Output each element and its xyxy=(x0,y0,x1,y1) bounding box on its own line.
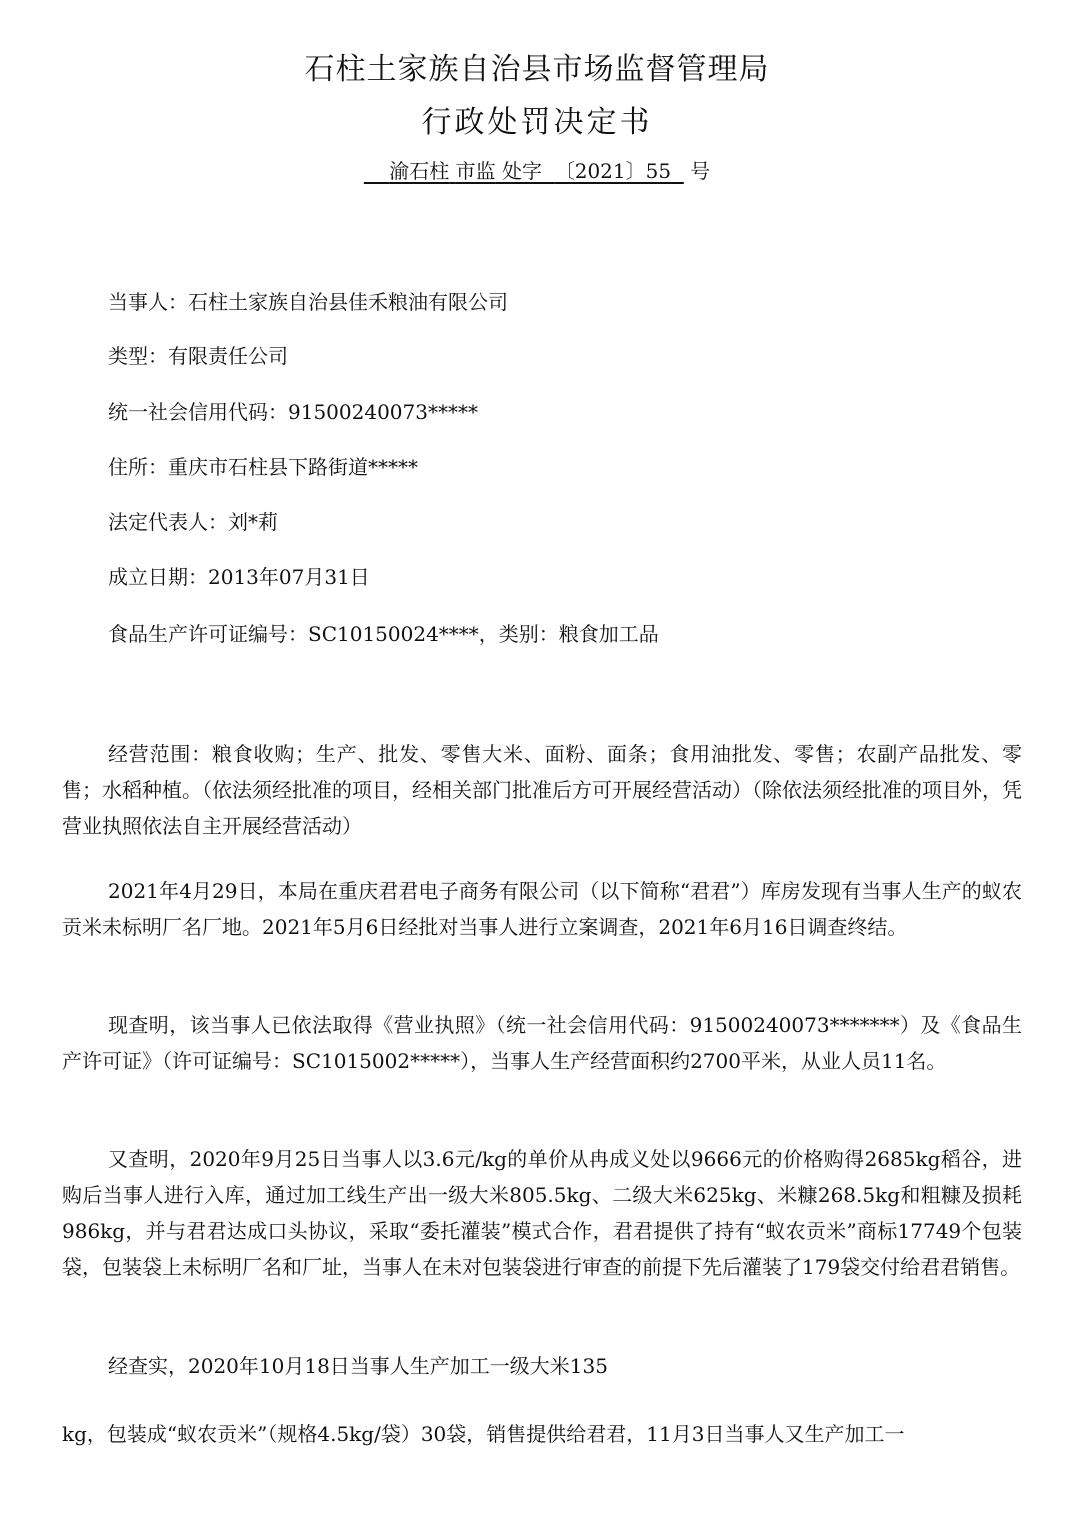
paragraph-case-discovery: 2021年4月29日，本局在重庆君君电子商务有限公司（以下简称“君君”）库房发现有当事人生产的蚁农贡米未标明厂名厂地。2021年5月6日经批对当事人进行立案调查，2021年6月16日调查终结。 xyxy=(62,879,1022,939)
field-address: 住所：重庆市石柱县下路街道***** xyxy=(108,455,418,479)
doc-number-type: 处字 xyxy=(502,159,542,183)
field-type: 类型：有限责任公司 xyxy=(108,344,288,368)
field-license: 食品生产许可证编号：SC10150024****，类别：粮食加工品 xyxy=(108,622,659,646)
doc-number-suffix: 号 xyxy=(690,159,711,183)
field-legal-rep: 法定代表人：刘*莉 xyxy=(108,510,278,534)
doc-number-agency: 市监 xyxy=(455,159,496,183)
org-title: 石柱土家族自治县市场监督管理局 xyxy=(304,52,770,87)
doc-number xyxy=(0,156,1074,186)
doc-title: 行政处罚决定书 xyxy=(421,105,653,140)
paragraph-verified: 经查实，2020年10月18日当事人生产加工一级大米135 xyxy=(108,1354,608,1378)
paragraph-verified-continued: kg，包装成“蚁农贡米”（规格4.5kg/袋）30袋，销售提供给君君，11月3日当事人又生产加工一 xyxy=(62,1422,905,1446)
field-credit-code: 统一社会信用代码：91500240073***** xyxy=(108,400,478,424)
field-established: 成立日期：2013年07月31日 xyxy=(108,565,370,589)
doc-number-prefix: 渝石柱 xyxy=(389,159,450,183)
paragraph-further-findings: 又查明，2020年9月25日当事人以3.6元/kg的单价从冉成义处以9666元的价格购得2685kg稻谷，进购后当事人进行入库，通过加工线生产出一级大米805.5kg、二级大米625kg、米糠268.5kg和粗糠及损耗986kg，并与君君达成口头协议，采取“委托灌装”模式合作，君君提供了持有“蚁农贡米”商标17749个包装袋，包装袋上未标明厂名和厂址，当事人在未对包装袋进行审查的前提下先后灌装了179袋交付给君君销售。 xyxy=(62,1147,1022,1279)
doc-number-year: 〔2021〕55 xyxy=(554,159,672,183)
paragraph-scope: 经营范围：粮食收购；生产、批发、零售大米、面粉、面条；食用油批发、零售；农副产品批发、零售；水稻种植。（依法须经批准的项目，经相关部门批准后方可开展经营活动）（除依法须经批准的项目外，凭营业执照依法自主开展经营活动） xyxy=(62,742,1022,838)
paragraph-investigation: 现查明，该当事人已依法取得《营业执照》（统一社会信用代码：91500240073*******）及《食品生产许可证》（许可证编号：SC1015002*****），当事人生产经营面积约2700平米，从业人员11名。 xyxy=(62,1013,1022,1073)
field-party: 当事人：石柱土家族自治县佳禾粮油有限公司 xyxy=(108,290,508,314)
